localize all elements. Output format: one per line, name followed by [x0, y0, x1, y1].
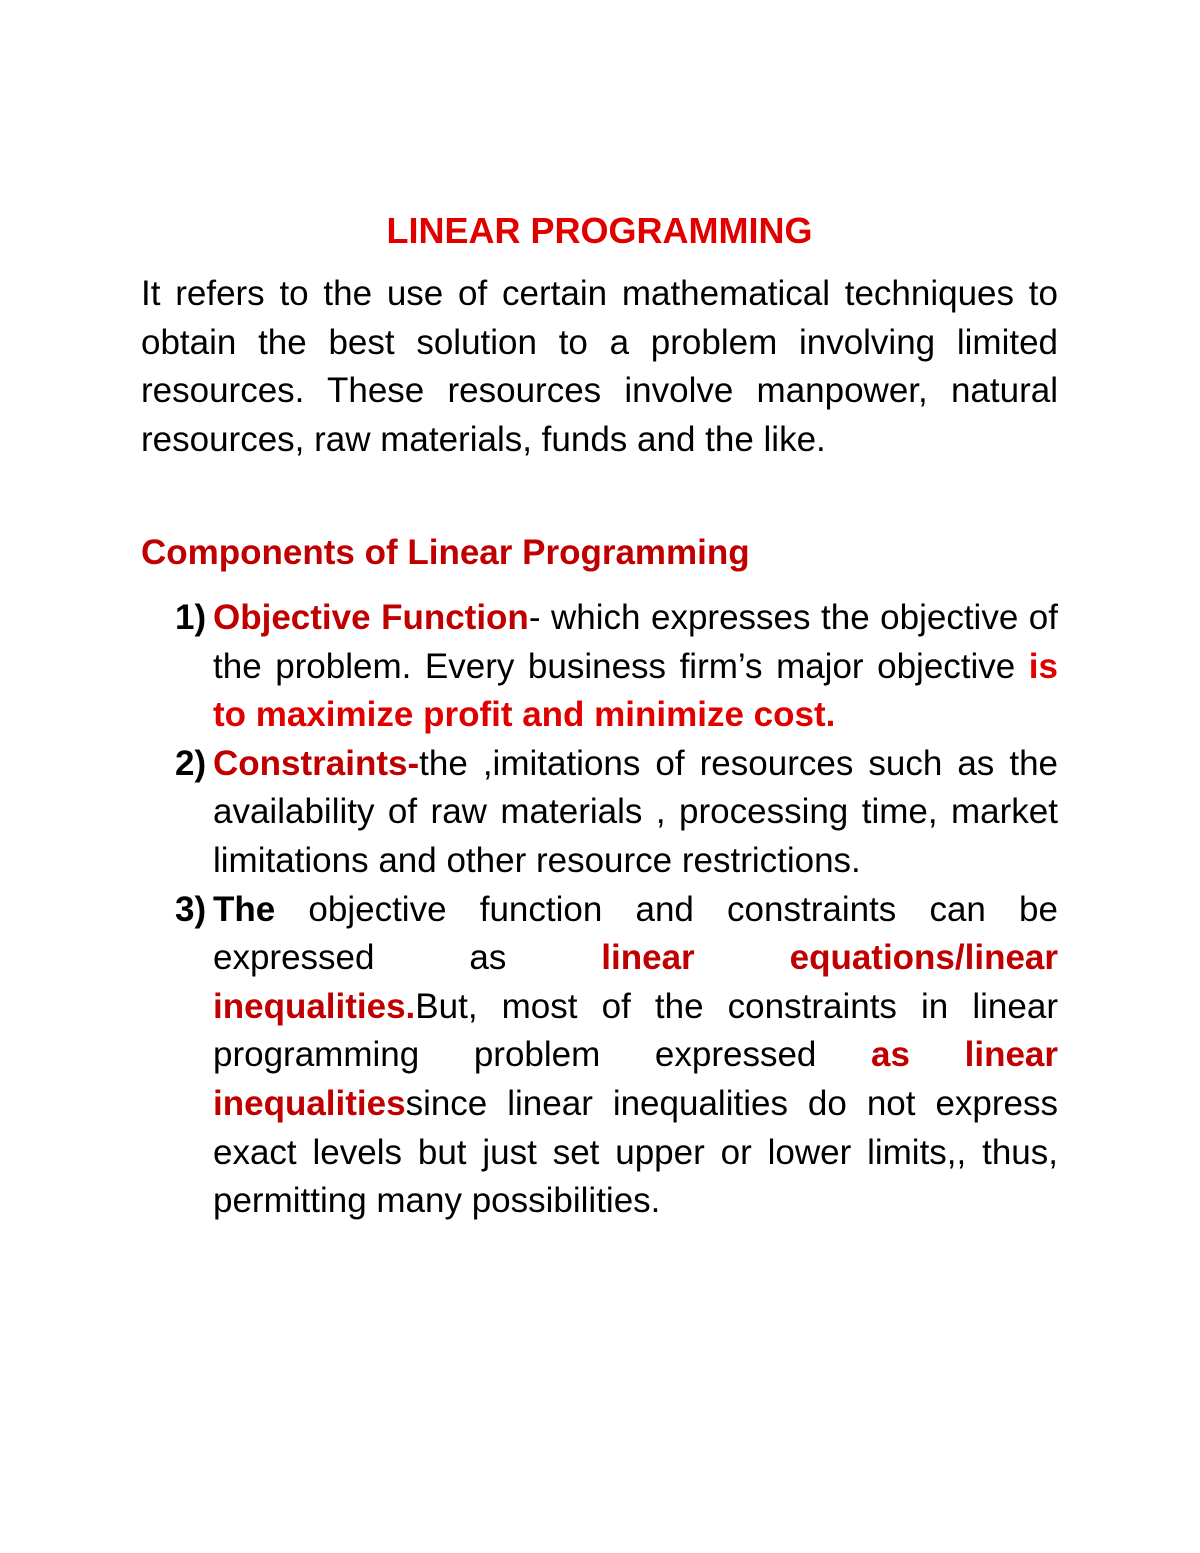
term-constraints: Constraints-: [213, 743, 420, 783]
list-item-number: 2): [175, 743, 207, 783]
list-item-objective-function: [141, 594, 1058, 740]
intro-paragraph: It refers to the use of certain mathematical techniques to obtain the best solution to a problem involving limited resources. These resources involve manpower, natural resources, raw materials, funds and the like.: [141, 274, 1058, 459]
emphasis-text: is to maximize profit and minimize cost.: [213, 646, 1058, 735]
emphasis-text: linear equations/linear inequalities.: [213, 938, 1058, 1026]
components-list: [141, 594, 1058, 1226]
term-the: The: [213, 889, 276, 929]
item-text: - which expresses the objective of the problem. Every business firm’s major objective: [213, 598, 1058, 686]
section-heading: Components of Linear Programming: [141, 533, 750, 572]
item-text: But, most of the constraints in linear programming problem expressed: [213, 986, 1058, 1075]
list-item-constraints: [141, 740, 1058, 886]
list-item-number: 3): [175, 889, 207, 929]
list-item-linear-expressions: [141, 886, 1058, 1226]
item-text: objective function and constraints can be expressed as: [213, 889, 1058, 978]
term-objective-function: Objective Function: [213, 598, 529, 637]
emphasis-text: as linear inequalities: [213, 1035, 1058, 1123]
item-text: since linear inequalities do not express exact levels but just set upper or lower limits,, thus, permitting many possibilities.: [213, 1083, 1058, 1221]
document-title: LINEAR PROGRAMMING: [386, 210, 813, 251]
list-item-number: 1): [175, 598, 207, 637]
item-text: the ,imitations of resources such as the availability of raw materials , processing time, market limitations and other resource restrictions.: [213, 743, 1058, 880]
